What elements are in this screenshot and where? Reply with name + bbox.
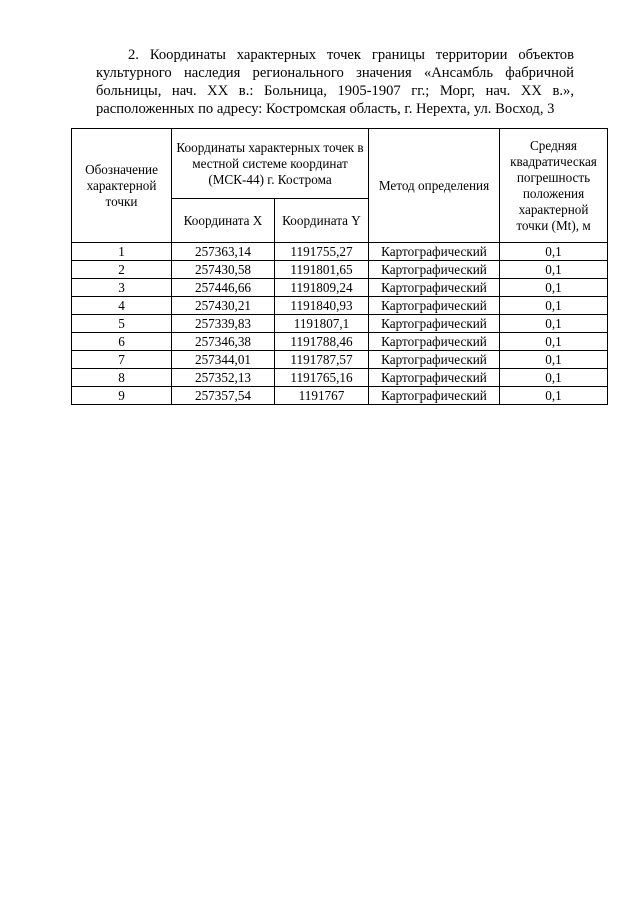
cell-error: 0,1 <box>500 387 608 405</box>
cell-point: 1 <box>72 243 172 261</box>
header-error: Средняя квадратическая погрешность положения характерной точки (Mt), м <box>500 129 608 243</box>
table-row <box>72 297 608 315</box>
cell-method: Картографический <box>369 297 500 315</box>
table-row <box>72 351 608 369</box>
heading-line: больницы, нач. XX в.: Больница, 1905-1907 гг.; Морг, нач. XX в.», <box>96 83 574 99</box>
coordinates-table <box>71 128 608 405</box>
section-heading <box>96 46 574 118</box>
cell-x: 257352,13 <box>172 369 275 387</box>
cell-error: 0,1 <box>500 261 608 279</box>
table-row <box>72 261 608 279</box>
header-point: Обозначение характерной точки <box>72 129 172 243</box>
cell-method: Картографический <box>369 243 500 261</box>
cell-x: 257430,21 <box>172 297 275 315</box>
cell-error: 0,1 <box>500 279 608 297</box>
header-y: Координата Y <box>275 199 369 243</box>
header-x: Координата X <box>172 199 275 243</box>
cell-x: 257344,01 <box>172 351 275 369</box>
heading-line: культурного наследия регионального значения «Ансамбль фабричной <box>96 65 574 81</box>
cell-method: Картографический <box>369 387 500 405</box>
cell-y: 1191767 <box>275 387 369 405</box>
table-row <box>72 243 608 261</box>
cell-error: 0,1 <box>500 333 608 351</box>
table-row <box>72 387 608 405</box>
table-row <box>72 369 608 387</box>
heading-line: 2. Координаты характерных точек границы территории объектов <box>128 47 574 63</box>
cell-y: 1191765,16 <box>275 369 369 387</box>
cell-x: 257339,83 <box>172 315 275 333</box>
cell-error: 0,1 <box>500 297 608 315</box>
cell-x: 257446,66 <box>172 279 275 297</box>
cell-error: 0,1 <box>500 243 608 261</box>
cell-y: 1191809,24 <box>275 279 369 297</box>
cell-method: Картографический <box>369 333 500 351</box>
cell-point: 6 <box>72 333 172 351</box>
cell-x: 257357,54 <box>172 387 275 405</box>
cell-y: 1191840,93 <box>275 297 369 315</box>
cell-method: Картографический <box>369 315 500 333</box>
table-row <box>72 333 608 351</box>
cell-y: 1191788,46 <box>275 333 369 351</box>
cell-error: 0,1 <box>500 369 608 387</box>
table-row <box>72 279 608 297</box>
header-coordinates-group: Координаты характерных точек в местной системе координат (МСК-44) г. Кострома <box>172 129 369 199</box>
cell-x: 257363,14 <box>172 243 275 261</box>
heading-line: расположенных по адресу: Костромская область, г. Нерехта, ул. Восход, 3 <box>96 101 555 117</box>
header-method: Метод определения <box>369 129 500 243</box>
cell-x: 257430,58 <box>172 261 275 279</box>
cell-error: 0,1 <box>500 351 608 369</box>
cell-point: 8 <box>72 369 172 387</box>
cell-point: 9 <box>72 387 172 405</box>
cell-point: 5 <box>72 315 172 333</box>
cell-y: 1191787,57 <box>275 351 369 369</box>
cell-method: Картографический <box>369 351 500 369</box>
cell-error: 0,1 <box>500 315 608 333</box>
cell-point: 2 <box>72 261 172 279</box>
cell-method: Картографический <box>369 261 500 279</box>
cell-y: 1191755,27 <box>275 243 369 261</box>
cell-point: 4 <box>72 297 172 315</box>
cell-point: 7 <box>72 351 172 369</box>
cell-method: Картографический <box>369 369 500 387</box>
cell-y: 1191807,1 <box>275 315 369 333</box>
cell-y: 1191801,65 <box>275 261 369 279</box>
cell-point: 3 <box>72 279 172 297</box>
table-row <box>72 315 608 333</box>
cell-x: 257346,38 <box>172 333 275 351</box>
cell-method: Картографический <box>369 279 500 297</box>
